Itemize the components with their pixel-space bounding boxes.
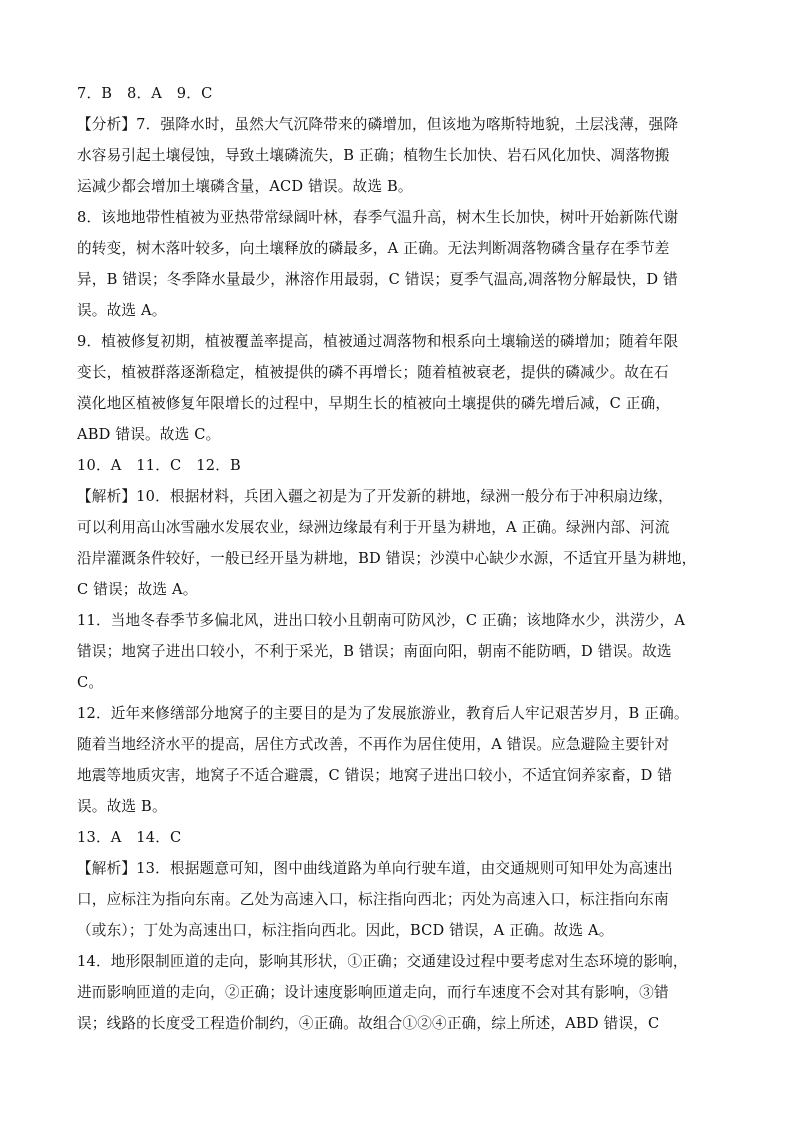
text-line: 地震等地质灾害，地窝子不适合避震，C 错误；地窝子进出口较小，不适宜饲养家畜，D 错: [77, 767, 673, 784]
text-line: 水容易引起土壤侵蚀，导致土壤磷流失，B 正确；植物生长加快、岩石风化加快、凋落物搬: [77, 147, 670, 164]
text-line: 9．植被修复初期，植被覆盖率提高，植被通过凋落物和根系向土壤输送的磷增加；随着年限: [77, 333, 679, 350]
text-line: （或东）；丁处为高速出口，标注指向西北。因此，BCD 错误，A 正确。故选 A。: [77, 922, 614, 939]
text-line: 运减少都会增加土壤磷含量，ACD 错误。故选 B。: [77, 178, 413, 195]
text-line: 8．该地地带性植被为亚热带常绿阔叶林，春季气温升高，树木生长加快，树叶开始新陈代谢: [77, 209, 679, 226]
text-line: 7．B 8．A 9．C: [77, 85, 213, 102]
text-line: 误；线路的长度受工程造价制约，④正确。故组合①②④正确，综上所述，ABD 错误，C: [77, 1015, 660, 1032]
text-line: 错误；地窝子进出口较小，不利于采光，B 错误；南面向阳，朝南不能防晒，D 错误。故选: [77, 643, 672, 660]
text-line: 10．A 11．C 12．B: [77, 457, 241, 474]
text-line: 误。故选 B。: [77, 798, 167, 815]
text-line: C 错误；故选 A。: [77, 581, 198, 598]
text-line: 误。故选 A。: [77, 302, 167, 319]
text-line: 14．地形限制匝道的走向，影响其形状，①正确；交通建设过程中要考虑对生态环境的影响，: [77, 953, 688, 970]
text-line: 随着当地经济水平的提高，居住方式改善，不再作为居住使用，A 错误。应急避险主要针对: [77, 736, 670, 753]
answer-document: [77, 78, 717, 1039]
text-line: 进而影响匝道的走向，②正确；设计速度影响匝道走向，而行车速度不会对其有影响，③错: [77, 984, 669, 1001]
text-line: C。: [77, 674, 104, 691]
text-line: 11．当地冬春季节多偏北风，进出口较小且朝南可防风沙，C 正确；该地降水少，洪涝少，A: [77, 612, 686, 629]
text-line: ABD 错误。故选 C。: [77, 426, 221, 443]
text-line: 口，应标注为指向东南。乙处为高速入口，标注指向西北；丙处为高速入口，标注指向东南: [77, 891, 669, 908]
text-line: 沿岸灌溉条件较好，一般已经开垦为耕地，BD 错误；沙漠中心缺少水源，不适宜开垦为耕地，: [77, 550, 697, 567]
text-line: 异，B 错误；冬季降水量最少，淋溶作用最弱，C 错误；夏季气温高,凋落物分解最快，D 错: [77, 271, 678, 288]
text-line: 13．A 14．C: [77, 829, 182, 846]
text-line: 漠化地区植被修复年限增长的过程中，早期生长的植被向土壤提供的磷先增后减，C 正确，: [77, 395, 671, 412]
text-line: 【解析】10．根据材料，兵团入疆之初是为了开发新的耕地，绿洲一般分布于冲积扇边缘，: [77, 488, 673, 505]
text-line: 的转变，树木落叶较多，向土壤释放的磷最多，A 正确。无法判断凋落物磷含量存在季节差: [77, 240, 670, 257]
text-line: 变长，植被群落逐渐稳定，植被提供的磷不再增长；随着植被衰老，提供的磷减少。故在石: [77, 364, 669, 381]
text-line: 12．近年来修缮部分地窝子的主要目的是为了发展旅游业，教育后人牢记艰苦岁月，B 正确。: [77, 705, 689, 722]
text-line: 【解析】13．根据题意可知，图中曲线道路为单向行驶车道，由交通规则可知甲处为高速出: [77, 860, 673, 877]
text-line: 【分析】7．强降水时，虽然大气沉降带来的磷增加，但该地为喀斯特地貌，土层浅薄，强降: [77, 116, 679, 133]
text-line: 可以利用高山冰雪融水发展农业，绿洲边缘最有利于开垦为耕地，A 正确。绿洲内部、河流: [77, 519, 670, 536]
